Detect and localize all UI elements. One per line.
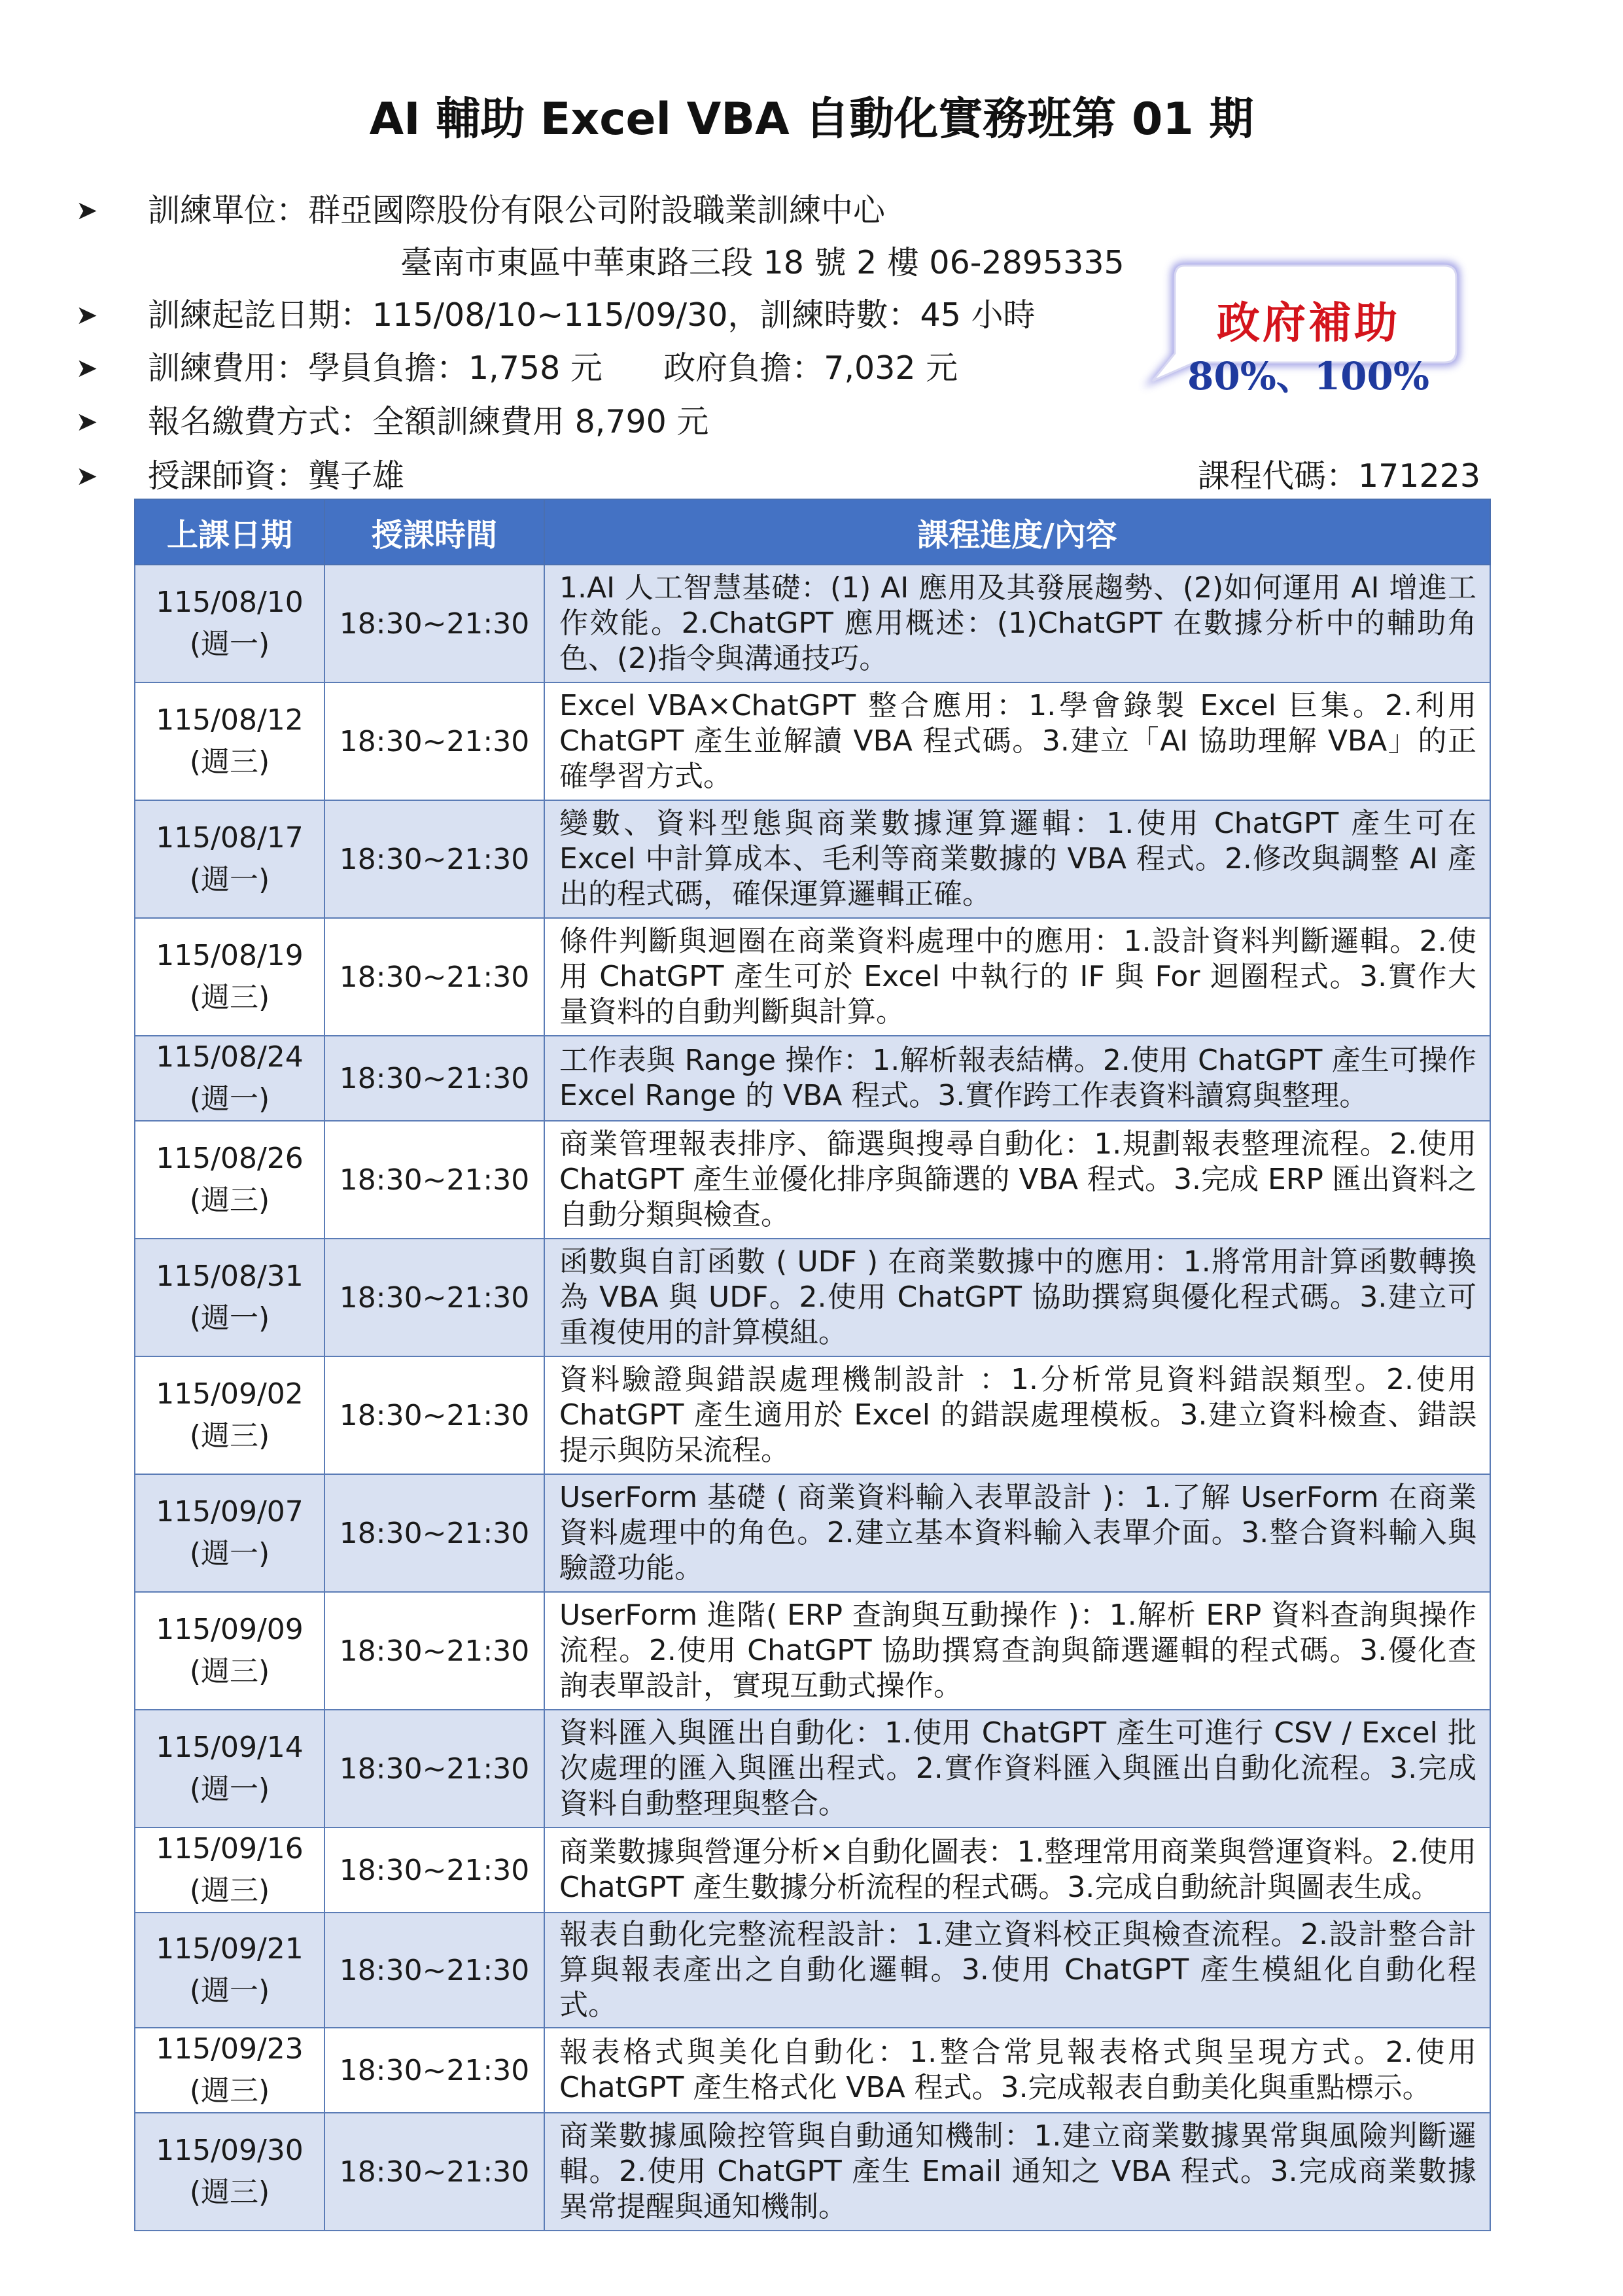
weekday-text: (週一) <box>189 863 270 896</box>
date-text: 115/08/24 <box>156 1040 304 1074</box>
time-cell: 18:30~21:30 <box>324 1239 544 1356</box>
date-text: 115/09/23 <box>156 2032 304 2066</box>
date-cell <box>135 1356 324 1474</box>
course-code: 課程代碼：171223 <box>1197 457 1480 495</box>
table-row <box>135 2113 1490 2231</box>
time-cell: 18:30~21:30 <box>324 565 544 682</box>
weekday-text: (週三) <box>189 1655 270 1688</box>
date-cell <box>135 2028 324 2113</box>
content-cell: UserForm 進階( ERP 查詢與互動操作 )：1.解析 ERP 資料查詢與操作流程。2.使用 ChatGPT 協助撰寫查詢與篩選邏輯的程式碼。3.優化查詢表單設計，實現互動式操作。 <box>544 1592 1490 1710</box>
time-cell: 18:30~21:30 <box>324 2028 544 2113</box>
date-cell <box>135 918 324 1036</box>
teacher <box>76 457 405 496</box>
table-row <box>135 1828 1490 1913</box>
date-text: 115/09/14 <box>156 1731 304 1764</box>
weekday-text: (週三) <box>189 1874 270 1907</box>
time-cell: 18:30~21:30 <box>324 1474 544 1592</box>
table-row <box>135 565 1490 682</box>
time-cell: 18:30~21:30 <box>324 1356 544 1474</box>
date-text: 115/09/02 <box>156 1377 304 1411</box>
content-cell: 商業管理報表排序、篩選與搜尋自動化：1.規劃報表整理流程。2.使用 ChatGPT 產生並優化排序與篩選的 VBA 程式。3.完成 ERP 匯出資料之自動分類與檢查。 <box>544 1121 1490 1239</box>
weekday-text: (週一) <box>189 627 270 661</box>
arrow-bullet-icon: ➤ <box>76 353 98 383</box>
date-text: 115/08/17 <box>156 821 304 855</box>
date-text: 115/08/31 <box>156 1260 304 1293</box>
date-text: 115/09/30 <box>156 2134 304 2167</box>
time-cell: 18:30~21:30 <box>324 1710 544 1828</box>
table-header-row <box>135 499 1490 565</box>
table-row <box>135 800 1490 918</box>
arrow-bullet-icon: ➤ <box>76 407 98 437</box>
table-row <box>135 1913 1490 2028</box>
date-cell <box>135 682 324 800</box>
table-row <box>135 1474 1490 1592</box>
payment-method <box>76 402 709 442</box>
weekday-text: (週三) <box>189 2176 270 2209</box>
weekday-text: (週一) <box>189 1537 270 1570</box>
page-title: AI 輔助 Excel VBA 自動化實務班第 01 期 <box>369 94 1254 145</box>
weekday-text: (週三) <box>189 1184 270 1217</box>
time-cell: 18:30~21:30 <box>324 800 544 918</box>
training-address: 臺南市東區中華東路三段 18 號 2 樓 06-2895335 <box>400 244 1125 281</box>
date-text: 115/08/26 <box>156 1142 304 1175</box>
date-cell <box>135 1239 324 1356</box>
table-row <box>135 1592 1490 1710</box>
training-unit-text: 訓練單位：群亞國際股份有限公司附設職業訓練中心 <box>148 192 886 229</box>
schedule-table <box>134 499 1491 2231</box>
table-row <box>135 682 1490 800</box>
content-cell: 報表格式與美化自動化：1.整合常見報表格式與呈現方式。2.使用 ChatGPT 產生格式化 VBA 程式。3.完成報表自動美化與重點標示。 <box>544 2028 1490 2113</box>
date-cell <box>135 1474 324 1592</box>
date-cell <box>135 565 324 682</box>
training-period <box>76 296 1036 335</box>
content-cell: Excel VBA×ChatGPT 整合應用：1.學會錄製 Excel 巨集。2.利用 ChatGPT 產生並解讀 VBA 程式碼。3.建立「AI 協助理解 VBA」的正確學習方式。 <box>544 682 1490 800</box>
date-text: 115/09/07 <box>156 1495 304 1528</box>
content-cell: 商業數據風險控管與自動通知機制：1.建立商業數據異常與風險判斷邏輯。2.使用 ChatGPT 產生 Email 通知之 VBA 程式。3.完成商業數據異常提醒與通知機制。 <box>544 2113 1490 2231</box>
subsidy-rate: 80%、100% <box>1187 354 1429 398</box>
weekday-text: (週一) <box>189 1082 270 1116</box>
training-fee-text: 訓練費用：學員負擔：1,758 元 政府負擔：7,032 元 <box>148 349 958 387</box>
date-cell <box>135 2113 324 2231</box>
time-cell: 18:30~21:30 <box>324 1121 544 1239</box>
date-text: 115/09/16 <box>156 1832 304 1865</box>
date-cell <box>135 1121 324 1239</box>
time-cell: 18:30~21:30 <box>324 682 544 800</box>
arrow-bullet-icon: ➤ <box>76 300 98 330</box>
time-cell: 18:30~21:30 <box>324 1036 544 1121</box>
weekday-text: (週三) <box>189 981 270 1014</box>
table-row <box>135 1356 1490 1474</box>
weekday-text: (週三) <box>189 1419 270 1453</box>
training-period-text: 訓練起訖日期：115/08/10~115/09/30，訓練時數：45 小時 <box>148 296 1036 334</box>
time-cell: 18:30~21:30 <box>324 1828 544 1913</box>
date-cell <box>135 1828 324 1913</box>
weekday-text: (週一) <box>189 1301 270 1335</box>
date-text: 115/09/09 <box>156 1613 304 1646</box>
header-content: 課程進度/內容 <box>544 499 1490 565</box>
date-cell <box>135 1710 324 1828</box>
date-cell <box>135 800 324 918</box>
training-unit <box>76 191 886 230</box>
table-row <box>135 1710 1490 1828</box>
content-cell: 商業數據與營運分析×自動化圖表：1.整理常用商業與營運資料。2.使用 ChatGPT 產生數據分析流程的程式碼。3.完成自動統計與圖表生成。 <box>544 1828 1490 1913</box>
content-cell: 變數、資料型態與商業數據運算邏輯：1.使用 ChatGPT 產生可在 Excel 中計算成本、毛利等商業數據的 VBA 程式。2.修改與調整 AI 產出的程式碼，確保運算邏輯正確。 <box>544 800 1490 918</box>
payment-method-text: 報名繳費方式：全額訓練費用 8,790 元 <box>148 403 709 440</box>
table-row <box>135 1121 1490 1239</box>
date-text: 115/08/19 <box>156 939 304 972</box>
teacher-text: 授課師資：龔子雄 <box>148 457 405 495</box>
arrow-bullet-icon: ➤ <box>76 196 98 226</box>
weekday-text: (週三) <box>189 2074 270 2108</box>
time-cell: 18:30~21:30 <box>324 1913 544 2028</box>
date-text: 115/08/12 <box>156 703 304 737</box>
header-date: 上課日期 <box>135 499 324 565</box>
date-cell <box>135 1036 324 1121</box>
content-cell: 報表自動化完整流程設計：1.建立資料校正與檢查流程。2.設計整合計算與報表產出之自動化邏輯。3.使用 ChatGPT 產生模組化自動化程式。 <box>544 1913 1490 2028</box>
time-cell: 18:30~21:30 <box>324 2113 544 2231</box>
weekday-text: (週一) <box>189 1773 270 1806</box>
weekday-text: (週一) <box>189 1974 270 2007</box>
content-cell: 資料匯入與匯出自動化：1.使用 ChatGPT 產生可進行 CSV / Excel 批次處理的匯入與匯出程式。2.實作資料匯入與匯出自動化流程。3.完成資料自動整理與整合。 <box>544 1710 1490 1828</box>
date-cell <box>135 1913 324 2028</box>
weekday-text: (週三) <box>189 745 270 779</box>
content-cell: 1.AI 人工智慧基礎：(1) AI 應用及其發展趨勢、(2)如何運用 AI 增進工作效能。2.ChatGPT 應用概述：(1)ChatGPT 在數據分析中的輔助角色、(2)指令與溝通技巧。 <box>544 565 1490 682</box>
table-row <box>135 1036 1490 1121</box>
subsidy-title: 政府補助 <box>1217 297 1400 348</box>
time-cell: 18:30~21:30 <box>324 1592 544 1710</box>
table-row <box>135 2028 1490 2113</box>
date-cell <box>135 1592 324 1710</box>
date-text: 115/08/10 <box>156 586 304 619</box>
header-time: 授課時間 <box>324 499 544 565</box>
time-cell: 18:30~21:30 <box>324 918 544 1036</box>
content-cell: UserForm 基礎 ( 商業資料輸入表單設計 )：1.了解 UserForm 在商業資料處理中的角色。2.建立基本資料輸入表單介面。3.整合資料輸入與驗證功能。 <box>544 1474 1490 1592</box>
content-cell: 工作表與 Range 操作：1.解析報表結構。2.使用 ChatGPT 產生可操作 Excel Range 的 VBA 程式。3.實作跨工作表資料讀寫與整理。 <box>544 1036 1490 1121</box>
date-text: 115/09/21 <box>156 1932 304 1966</box>
table-row <box>135 918 1490 1036</box>
content-cell: 資料驗證與錯誤處理機制設計 ：1.分析常見資料錯誤類型。2.使用 ChatGPT 產生適用於 Excel 的錯誤處理模板。3.建立資料檢查、錯誤提示與防呆流程。 <box>544 1356 1490 1474</box>
subsidy-callout <box>1138 249 1478 420</box>
content-cell: 條件判斷與迴圈在商業資料處理中的應用：1.設計資料判斷邏輯。2.使用 ChatGPT 產生可於 Excel 中執行的 IF 與 For 迴圈程式。3.實作大量資料的自動判斷與計算。 <box>544 918 1490 1036</box>
table-row <box>135 1239 1490 1356</box>
training-fee <box>76 349 958 388</box>
content-cell: 函數與自訂函數 ( UDF ) 在商業數據中的應用：1.將常用計算函數轉換為 VBA 與 UDF。2.使用 ChatGPT 協助撰寫與優化程式碼。3.建立可重複使用的計算模組。 <box>544 1239 1490 1356</box>
arrow-bullet-icon: ➤ <box>76 461 98 491</box>
